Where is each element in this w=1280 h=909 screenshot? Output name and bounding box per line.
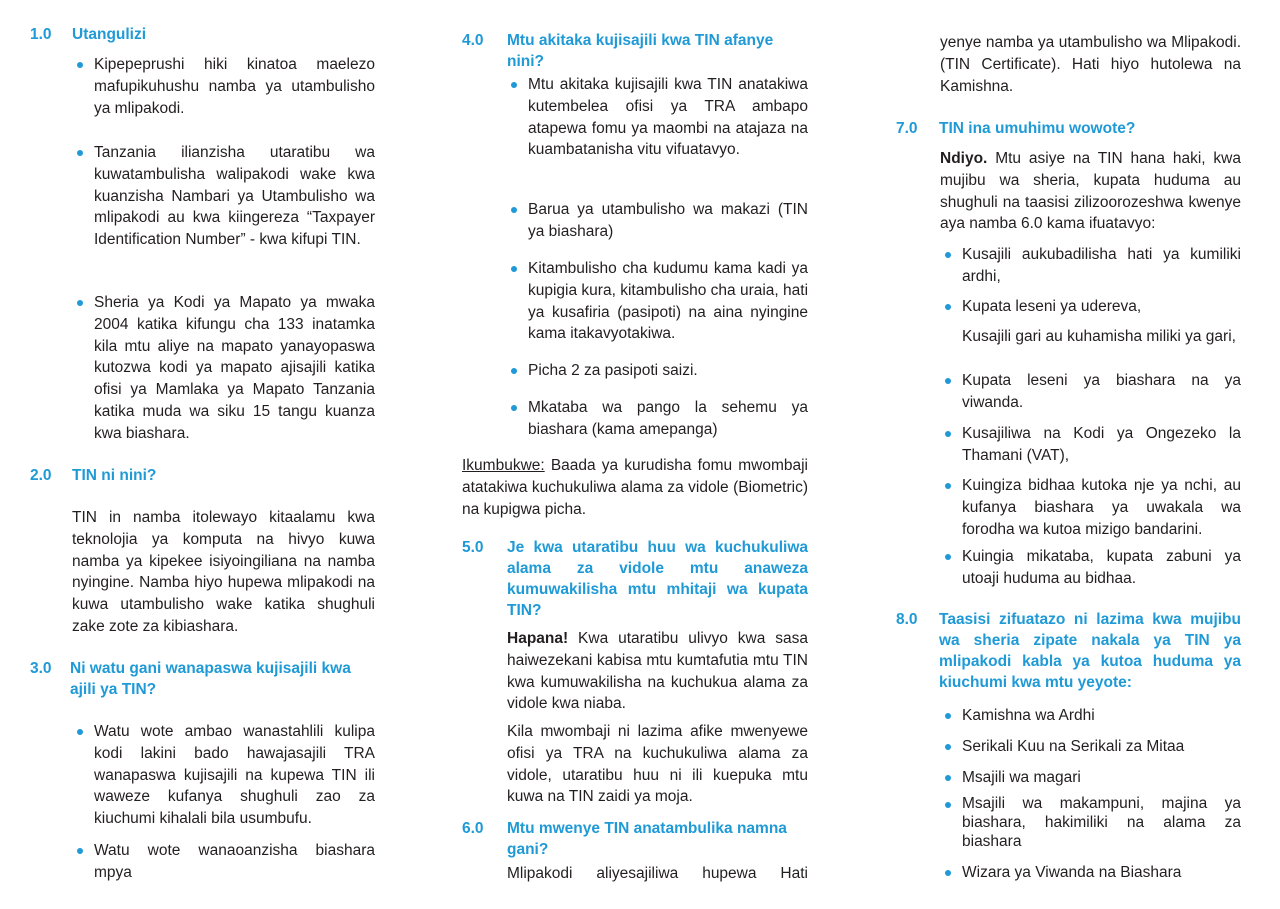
section-number: 2.0 — [30, 467, 52, 484]
list-item: Kamishna wa Ardhi — [962, 705, 1241, 727]
list-item: Kitambulisho cha kudumu kama kadi ya kupigia kura, kitambulisho cha uraia, hati ya kusafiria (pasipoti) na aina nyingine kama itakavyotakiwa. — [528, 258, 808, 345]
list-item: Kuingia mikataba, kupata zabuni ya utoaji huduma au bidhaa. — [962, 546, 1241, 590]
section-title: Ni watu gani wanapaswa kujisajili kwa ajili ya TIN? — [70, 660, 351, 698]
section-number: 7.0 — [896, 120, 918, 137]
paragraph — [940, 148, 1241, 235]
section-5-heading — [462, 537, 812, 621]
list-item: Sheria ya Kodi ya Mapato ya mwaka 2004 katika kifungu cha 133 inatamka kila mtu aliye na mapato yanayopaswa kutozwa kodi ya mapato ajisajili katika ofisi ya Mamlaka ya Mapato Tanzania katika muda wa siku 15 tangu kuanza kwa biashara. — [94, 292, 375, 445]
list-item: Watu wote wanaoanzisha biashara mpya — [94, 840, 375, 884]
note-label: Ikumbukwe: — [462, 457, 545, 474]
paragraph: TIN in namba itolewayo kitaalamu kwa teknolojia ya komputa na hivyo kuwa namba ya kipekee isiyoingiliana na namba nyingine. Namba hiyo hupewa mlipakodi na kuwa utambulisho wake katika shughuli zake zote za kibiashara. — [72, 509, 375, 635]
paragraph: Mlipakodi aliyesajiliwa hupewa Hati — [507, 865, 808, 882]
list-item: Msajili wa magari — [962, 767, 1241, 789]
answer-lead: Ndiyo. — [940, 150, 988, 167]
section-8-heading — [896, 609, 1246, 693]
paragraph: Kila mwombaji ni lazima afike mwenyewe ofisi ya TRA na kuchukuliwa alama za vidole, utaratibu huu ni ili kuepuka mtu kuwa na TIN zaidi ya moja. — [507, 723, 808, 806]
list-item: Kupata leseni ya udereva, — [962, 296, 1241, 318]
section-title: Je kwa utaratibu huu wa kuchukuliwa alama za vidole mtu anaweza kumuwakilisha mtu mhitaji wa kupata TIN? — [507, 539, 808, 619]
section-title: Utangulizi — [72, 26, 147, 43]
paragraph — [507, 628, 808, 715]
list-item: Kupata leseni ya biashara na ya viwanda. — [962, 370, 1241, 414]
section-6-heading — [462, 818, 812, 860]
section-title: TIN ina umuhimu wowote? — [939, 120, 1136, 137]
answer-lead: Hapana! — [507, 630, 569, 647]
answer-text: Mtu asiye na TIN hana haki, kwa mujibu wa sheria, kupata huduma au shughuli na taasisi zilizoorozeshwa kwenye aya namba 6.0 kama ifuatavyo: — [940, 150, 1241, 233]
paragraph: Kusajili gari au kuhamisha miliki ya gari, — [962, 328, 1236, 345]
section-title: Mtu akitaka kujisajili kwa TIN afanye nini? — [507, 32, 774, 70]
list-item: Kuingiza bidhaa kutoka nje ya nchi, au kufanya biashara ya uwakala wa forodha wa kutoa mizigo bandarini. — [962, 475, 1241, 540]
section-number: 1.0 — [30, 26, 52, 43]
section-number: 6.0 — [462, 820, 484, 837]
section-number: 4.0 — [462, 32, 484, 49]
section-title: Mtu mwenye TIN anatambulika namna gani? — [507, 820, 787, 858]
list-item: Serikali Kuu na Serikali za Mitaa — [962, 736, 1241, 758]
list-item: Mkataba wa pango la sehemu ya biashara (kama amepanga) — [528, 397, 808, 441]
list-item: Watu wote ambao wanastahlili kulipa kodi lakini bado hawajasajili TRA wanapaswa kujisajili na kupewa TIN ili waweze kufanya shughuli zao za kiuchumi kihalali bila usumbufu. — [94, 721, 375, 830]
list-item: Kusajili aukubadilisha hati ya kumiliki ardhi, — [962, 244, 1241, 288]
list-item: Msajili wa makampuni, majina ya biashara, hakimiliki na alama za biashara — [962, 795, 1241, 850]
section-3-heading — [30, 658, 375, 700]
continued-paragraph: yenye namba ya utambulisho wa Mlipakodi. (TIN Certificate). Hati hiyo hutolewa na Kamishna. — [940, 34, 1241, 95]
section-number: 3.0 — [30, 660, 52, 677]
section-4-heading — [462, 30, 812, 72]
note-text: Baada ya kurudisha fomu mwombaji atatakiwa kuchukuliwa alama za vidole (Biometric) na kupigwa picha. — [462, 457, 808, 518]
list-item: Mtu akitaka kujisajili kwa TIN anatakiwa kutembelea ofisi ya TRA ambapo atapewa fomu ya maombi na atajaza na kuambatanisha vitu vifuatavyo. — [528, 74, 808, 161]
section-number: 5.0 — [462, 539, 484, 556]
list-item: Picha 2 za pasipoti saizi. — [528, 360, 808, 382]
list-item: Tanzania ilianzisha utaratibu wa kuwatambulisha walipakodi wake kwa kuanzisha Nambari ya Utambulisho wa mlipakodi au kwa kiingereza “Taxpayer Identification Number” - kwa kifupi TIN. — [94, 142, 375, 251]
section-title: Taasisi zifuatazo ni lazima kwa mujibu wa sheria zipate nakala ya TIN ya mlipakodi kabla ya kutoa huduma ya kiuchumi kwa mtu yeyote: — [939, 611, 1241, 691]
list-item: Wizara ya Viwanda na Biashara — [962, 862, 1241, 884]
section-title: TIN ni nini? — [72, 467, 157, 484]
list-item: Kusajiliwa na Kodi ya Ongezeko la Thamani (VAT), — [962, 423, 1241, 467]
note-paragraph — [462, 455, 808, 520]
answer-text: Kwa utaratibu ulivyo kwa sasa haiwezekani kabisa mtu kumtafutia mtu TIN kwa kumuwakilisha na kuchukua alama za vidole kwa niaba. — [507, 630, 808, 713]
list-item: Barua ya utambulisho wa makazi (TIN ya biashara) — [528, 199, 808, 243]
list-item: Kipepeprushi hiki kinatoa maelezo mafupikuhushu namba ya utambulisho ya mlipakodi. — [94, 54, 375, 119]
section-number: 8.0 — [896, 611, 918, 628]
